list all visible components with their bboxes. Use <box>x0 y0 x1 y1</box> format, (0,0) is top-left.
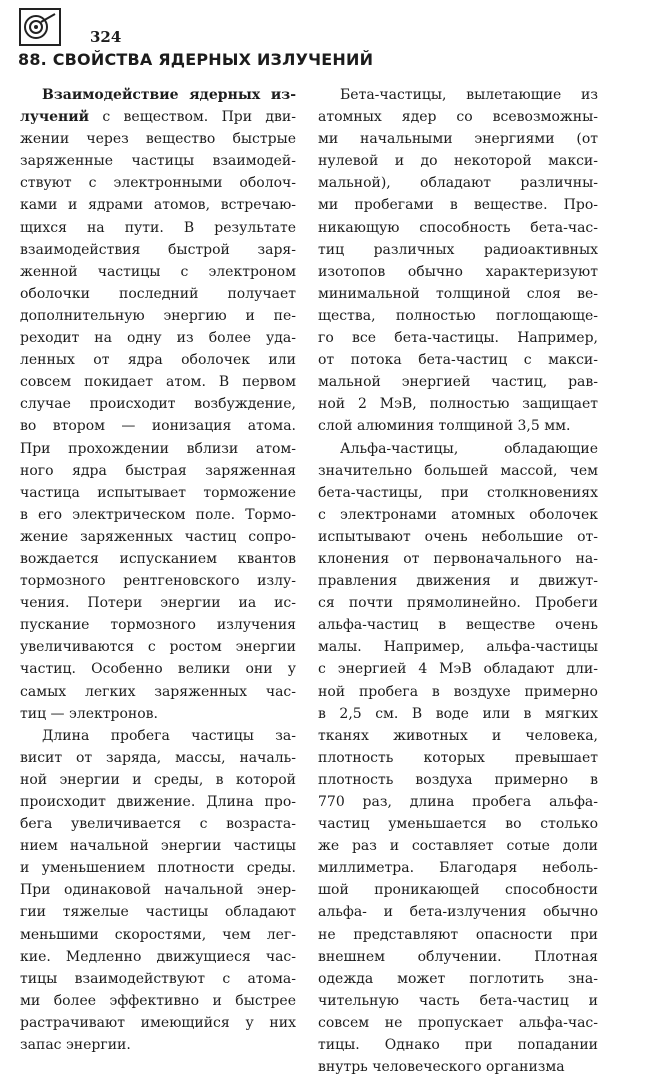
text-line: ной пробега в воздухе примерно <box>318 681 598 703</box>
text-line: тиц различных радиоактивных <box>318 239 598 261</box>
text-line: Длина пробега частицы за- <box>20 725 296 747</box>
text-line: чительную часть бета-частиц и <box>318 990 598 1012</box>
text-line: плотность которых превышает <box>318 747 598 769</box>
text-line: слой алюминия толщиной 3,5 мм. <box>318 415 598 437</box>
text-fragment: с веществом. При дви- <box>89 109 296 125</box>
text-line: ного ядра быстрая заряженная <box>20 460 296 482</box>
text-line: мальной), обладают различны- <box>318 172 598 194</box>
text-line: растрачивают имеющийся у них <box>20 1012 296 1034</box>
text-line: миллиметра. Благодаря неболь- <box>318 857 598 879</box>
text-line: частица испытывает торможение <box>20 482 296 504</box>
text-line: нулевой и до некоторой макси- <box>318 150 598 172</box>
text-line: происходит движение. Длина про- <box>20 791 296 813</box>
page-number: 324 <box>90 28 121 46</box>
text-line: щества, полностью поглощающе- <box>318 305 598 327</box>
text-line: При прохождении вблизи атом- <box>20 438 296 460</box>
text-line: клонения от первоначального на- <box>318 548 598 570</box>
text-line: и уменьшением плотности среды. <box>20 857 296 879</box>
text-line: никающую способность бета-час- <box>318 217 598 239</box>
text-line: запас энергии. <box>20 1034 296 1056</box>
text-line: пускание тормозного излучения <box>20 614 296 636</box>
paragraph-lead: лучений <box>20 109 89 125</box>
text-line: частиц. Особенно велики они у <box>20 658 296 680</box>
text-line: одежда может поглотить зна- <box>318 968 598 990</box>
text-line: тормозного рентгеновского излу- <box>20 570 296 592</box>
text-line: ствуют с электронными оболоч- <box>20 172 296 194</box>
text-line: ми начальными энергиями (от <box>318 128 598 150</box>
text-line: ками и ядрами атомов, встречаю- <box>20 194 296 216</box>
text-line: правления движения и движут- <box>318 570 598 592</box>
text-line: ся почти прямолинейно. Пробеги <box>318 592 598 614</box>
paragraph-lead: Взаимодействие ядерных из- <box>20 84 296 106</box>
text-line: испытывают очень небольшие от- <box>318 526 598 548</box>
text-line: же раз и составляет сотые доли <box>318 835 598 857</box>
text-line: вождается испусканием квантов <box>20 548 296 570</box>
left-column <box>20 84 296 1056</box>
text-line: внешнем облучении. Плотная <box>318 946 598 968</box>
text-line: ной 2 МэВ, полностью защищает <box>318 393 598 415</box>
text-line: во втором — ионизация атома. <box>20 415 296 437</box>
text-line: плотность воздуха примерно в <box>318 769 598 791</box>
text-line: с электронами атомных оболочек <box>318 504 598 526</box>
text-line: При одинаковой начальной энер- <box>20 879 296 901</box>
text-line: самых легких заряженных час- <box>20 681 296 703</box>
text-line: висит от заряда, массы, началь- <box>20 747 296 769</box>
text-line: реходит на одну из более уда- <box>20 327 296 349</box>
text-line: частиц уменьшается во столько <box>318 813 598 835</box>
text-line: минимальной толщиной слоя ве- <box>318 283 598 305</box>
text-line: мальной энергией частиц, рав- <box>318 371 598 393</box>
text-line: го все бета-частицы. Например, <box>318 327 598 349</box>
paragraph <box>20 128 296 725</box>
text-line: ми пробегами в веществе. Про- <box>318 194 598 216</box>
right-column <box>318 84 598 1078</box>
text-line: не представляют опасности при <box>318 924 598 946</box>
text-line: тиц — электронов. <box>20 703 296 725</box>
text-line: атомных ядер со всевозможны- <box>318 106 598 128</box>
text-line: в 2,5 см. В воде или в мягких <box>318 703 598 725</box>
text-line: бега увеличивается с возраста- <box>20 813 296 835</box>
text-line: совсем покидает атом. В первом <box>20 371 296 393</box>
text-line: взаимодействия быстрой заря- <box>20 239 296 261</box>
text-line: альфа- и бета-излучения обычно <box>318 901 598 923</box>
text-line: тицы. Однако при попадании <box>318 1034 598 1056</box>
text-line: совсем не пропускает альфа-час- <box>318 1012 598 1034</box>
text-line: от потока бета-частиц с макси- <box>318 349 598 371</box>
text-line: заряженные частицы взаимодей- <box>20 150 296 172</box>
text-line: женной частицы с электроном <box>20 261 296 283</box>
text-line: бета-частицы, при столкновениях <box>318 482 598 504</box>
text-line: оболочки последний получает <box>20 283 296 305</box>
text-line: чения. Потери энергии иа ис- <box>20 592 296 614</box>
paragraph <box>318 438 598 1078</box>
text-line: изотопов обычно характеризуют <box>318 261 598 283</box>
text-line: внутрь человеческого организма <box>318 1056 598 1078</box>
text-line: тканях животных и человека, <box>318 725 598 747</box>
text-line: щихся на пути. В результате <box>20 217 296 239</box>
text-line: Альфа-частицы, обладающие <box>318 438 598 460</box>
text-line: шой проникающей способности <box>318 879 598 901</box>
text-line: жении через вещество быстрые <box>20 128 296 150</box>
text-line: ной энергии и среды, в которой <box>20 769 296 791</box>
text-line <box>20 106 296 128</box>
target-badge-icon <box>19 8 61 46</box>
text-line: увеличиваются с ростом энергии <box>20 636 296 658</box>
text-line: жение заряженных частиц сопро- <box>20 526 296 548</box>
text-line: случае происходит возбуждение, <box>20 393 296 415</box>
text-line: кие. Медленно движущиеся час- <box>20 946 296 968</box>
text-line: 770 раз, длина пробега альфа- <box>318 791 598 813</box>
text-line: дополнительную энергию и пе- <box>20 305 296 327</box>
text-line: гии тяжелые частицы обладают <box>20 901 296 923</box>
section-title: 88. СВОЙСТВА ЯДЕРНЫХ ИЗЛУЧЕНИЙ <box>18 50 373 69</box>
text-line: ленных от ядра оболочек или <box>20 349 296 371</box>
text-line: нием начальной энергии частицы <box>20 835 296 857</box>
text-line: ми более эффективно и быстрее <box>20 990 296 1012</box>
text-line: малы. Например, альфа-частицы <box>318 636 598 658</box>
text-line: с энергией 4 МэВ обладают дли- <box>318 658 598 680</box>
paragraph <box>20 725 296 1056</box>
text-line: значительно большей массой, чем <box>318 460 598 482</box>
text-line: тицы взаимодействуют с атома- <box>20 968 296 990</box>
text-line: в его электрическом поле. Тормо- <box>20 504 296 526</box>
paragraph <box>318 84 598 438</box>
text-line: Бета-частицы, вылетающие из <box>318 84 598 106</box>
text-line: альфа-частиц в веществе очень <box>318 614 598 636</box>
text-line: меньшими скоростями, чем лег- <box>20 924 296 946</box>
